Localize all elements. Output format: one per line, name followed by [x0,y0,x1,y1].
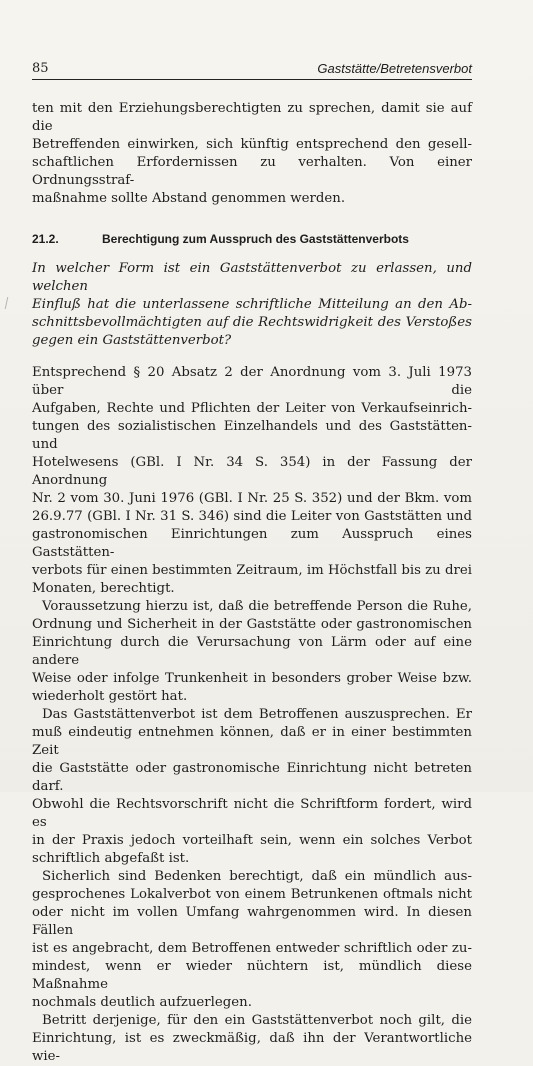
header-rule [32,79,472,80]
text-line: Ordnung und Sicherheit in der Gaststätte oder gastronomischen [32,617,472,632]
text-line: muß eindeutig entnehmen können, daß er in einer bestimmten Zeit [32,725,472,758]
text-line: verbots für einen bestimmten Zeitraum, im Höchstfall bis zu drei [32,563,472,578]
paragraph-1 [32,364,472,598]
text-line: Nr. 2 vom 30. Juni 1976 (GBl. I Nr. 25 S. 352) und der Bkm. vom [32,491,472,506]
text-line: Monaten, berechtigt. [32,581,175,596]
paragraph-2 [32,598,472,706]
text-line: gegen ein Gaststättenverbot? [32,333,232,348]
intro-paragraph [32,100,472,208]
text-line: Betreffenden einwirken, sich künftig entsprechend den gesell- [32,137,472,152]
text-line: gastronomischen Einrichtungen zum Ausspruch eines Gaststätten- [32,527,472,560]
text-line: die Gaststätte oder gastronomische Einrichtung nicht betreten darf. [32,761,472,794]
text-line: mindest, wenn er wieder nüchtern ist, mündlich diese Maßnahme [32,959,472,992]
text-line: tungen des sozialistischen Einzelhandels und des Gaststätten- und [32,419,472,452]
running-head: Gaststätte/Betretensverbot [317,61,472,76]
paragraph-4 [32,868,472,1012]
text-line: schnittsbevollmächtigten auf die Rechtswidrigkeit des Verstoßes [32,315,472,330]
text-line: ist es angebracht, dem Betroffenen entweder schriftlich oder zu- [32,941,472,956]
text-line: Sicherlich sind Bedenken berechtigt, daß ein mündlich aus- [42,869,472,884]
text-line: Aufgaben, Rechte und Pflichten der Leiter von Verkaufseinrich- [32,401,472,416]
text-line: Einfluß hat die unterlassene schriftliche Mitteilung an den Ab- [32,297,472,312]
text-line: in der Praxis jedoch vorteilhaft sein, wenn ein solches Verbot [32,833,472,848]
section-number: 21.2. [32,232,59,246]
text-line: In welcher Form ist ein Gaststättenverbot zu erlassen, und welchen [32,261,472,294]
text-line: Betritt derjenige, für den ein Gaststättenverbot noch gilt, die [42,1013,472,1028]
text-line: schaftlichen Erfordernissen zu verhalten. Von einer Ordnungsstraf- [32,155,472,188]
text-line: Hotelwesens (GBl. I Nr. 34 S. 354) in der Fassung der Anordnung [32,455,472,488]
section-title: Berechtigung zum Ausspruch des Gaststättenverbots [102,232,409,246]
text-line: Das Gaststättenverbot ist dem Betroffenen auszusprechen. Er [42,707,472,722]
paragraph-5 [32,1012,472,1066]
text-line: Einrichtung durch die Verursachung von Lärm oder auf eine andere [32,635,472,668]
page-number: 85 [32,61,49,76]
text-line: gesprochenes Lokalverbot von einem Betrunkenen oftmals nicht [32,887,472,902]
text-line: Einrichtung, ist es zweckmäßig, daß ihn der Verantwortliche wie- [32,1031,472,1064]
text-line: Entsprechend § 20 Absatz 2 der Anordnung vom 3. Juli 1973 über die [32,365,472,398]
text-line: 26.9.77 (GBl. I Nr. 31 S. 346) sind die Leiter von Gaststätten und [32,509,472,524]
page-body [32,100,472,1066]
text-line: maßnahme sollte Abstand genommen werden. [32,191,346,206]
text-line: oder nicht im vollen Umfang wahrgenommen wird. In diesen Fällen [32,905,472,938]
section-heading [32,230,472,248]
text-line: ten mit den Erziehungsberechtigten zu sprechen, damit sie auf die [32,101,472,134]
question-paragraph [32,260,472,350]
text-line: wiederholt gestört hat. [32,689,188,704]
text-line: Obwohl die Rechtsvorschrift nicht die Schriftform fordert, wird es [32,797,472,830]
page-header [32,56,472,80]
text-line: nochmals deutlich aufzuerlegen. [32,995,252,1010]
text-line: schriftlich abgefaßt ist. [32,851,190,866]
text-line: Weise oder infolge Trunkenheit in besonders grober Weise bzw. [32,671,472,686]
margin-pencil-mark [5,297,15,309]
text-line: Voraussetzung hierzu ist, daß die betreffende Person die Ruhe, [42,599,472,614]
paragraph-3 [32,706,472,868]
